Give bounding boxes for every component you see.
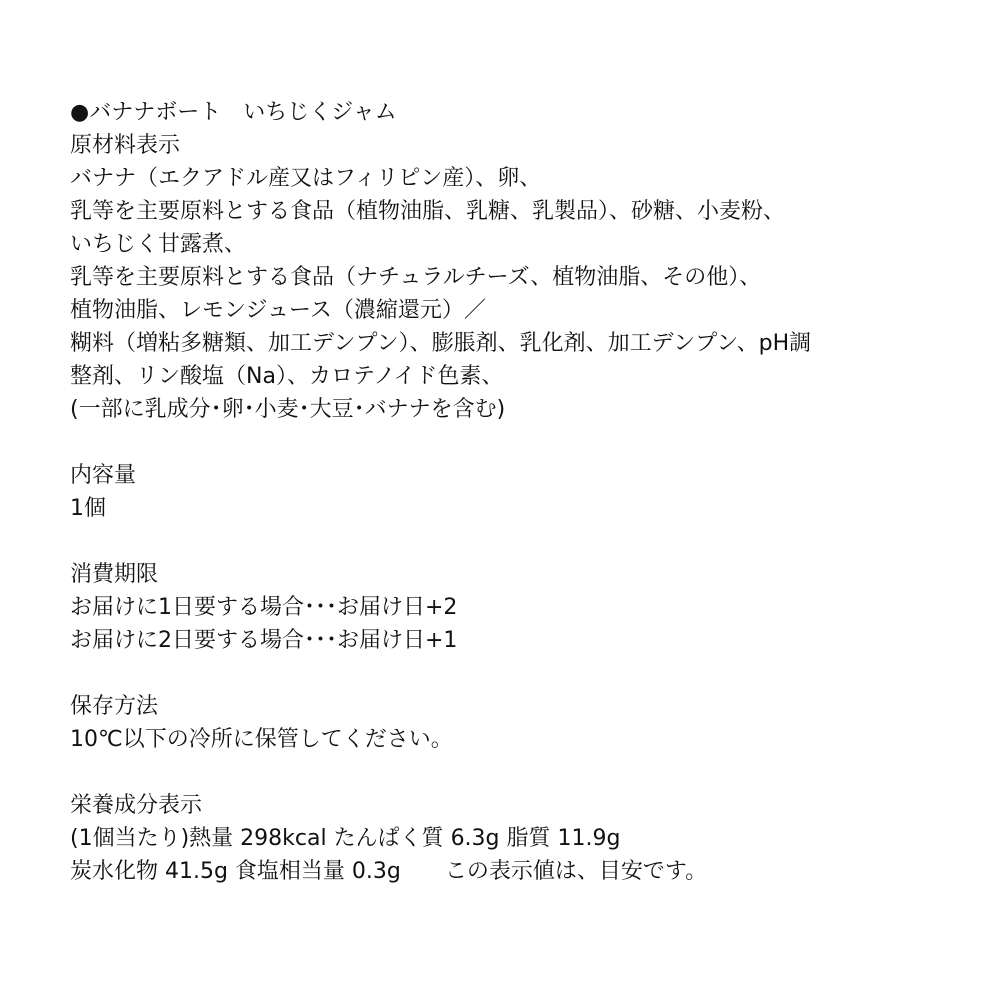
ingredients-line: 乳等を主要原料とする食品（植物油脂、乳糖、乳製品）、砂糖、小麦粉、 <box>70 199 786 224</box>
contents-heading: 内容量 <box>70 463 137 488</box>
section-spacer <box>70 525 975 558</box>
ingredients-line: バナナ（エクアドル産又はフィリピン産）、卵、 <box>70 166 542 191</box>
section-spacer <box>70 426 975 459</box>
ingredients-line: 乳等を主要原料とする食品（ナチュラルチーズ、植物油脂、その他）、 <box>70 265 762 290</box>
section-spacer <box>70 756 975 789</box>
product-label-document <box>70 96 975 888</box>
nutrition-line: 炭水化物 41.5g 食塩相当量 0.3g この表示値は、目安です。 <box>70 859 708 884</box>
allergen-note: (一部に乳成分･卵･小麦･大豆･バナナを含む) <box>70 397 506 422</box>
storage-value: 10℃以下の冷所に保管してください。 <box>70 727 453 752</box>
ingredients-line: いちじく甘露煮、 <box>70 232 247 257</box>
nutrition-heading: 栄養成分表示 <box>70 793 203 818</box>
expiry-line: お届けに2日要する場合･･･お届け日+1 <box>70 628 458 653</box>
section-spacer <box>70 657 975 690</box>
ingredients-line: 整剤、リン酸塩（Na）、カロテノイド色素、 <box>70 364 504 389</box>
contents-value: 1個 <box>70 496 106 521</box>
ingredients-line: 糊料（増粘多糖類、加工デンプン）、膨脹剤、乳化剤、加工デンプン、pH調 <box>70 331 812 356</box>
ingredients-heading: 原材料表示 <box>70 133 181 158</box>
expiry-heading: 消費期限 <box>70 562 159 587</box>
nutrition-line: (1個当たり)熱量 298kcal たんぱく質 6.3g 脂質 11.9g <box>70 826 621 851</box>
product-title: ●バナナボート いちじくジャム <box>70 100 397 125</box>
expiry-line: お届けに1日要する場合･･･お届け日+2 <box>70 595 458 620</box>
ingredients-line: 植物油脂、レモンジュース（濃縮還元）／ <box>70 298 486 323</box>
storage-heading: 保存方法 <box>70 694 159 719</box>
